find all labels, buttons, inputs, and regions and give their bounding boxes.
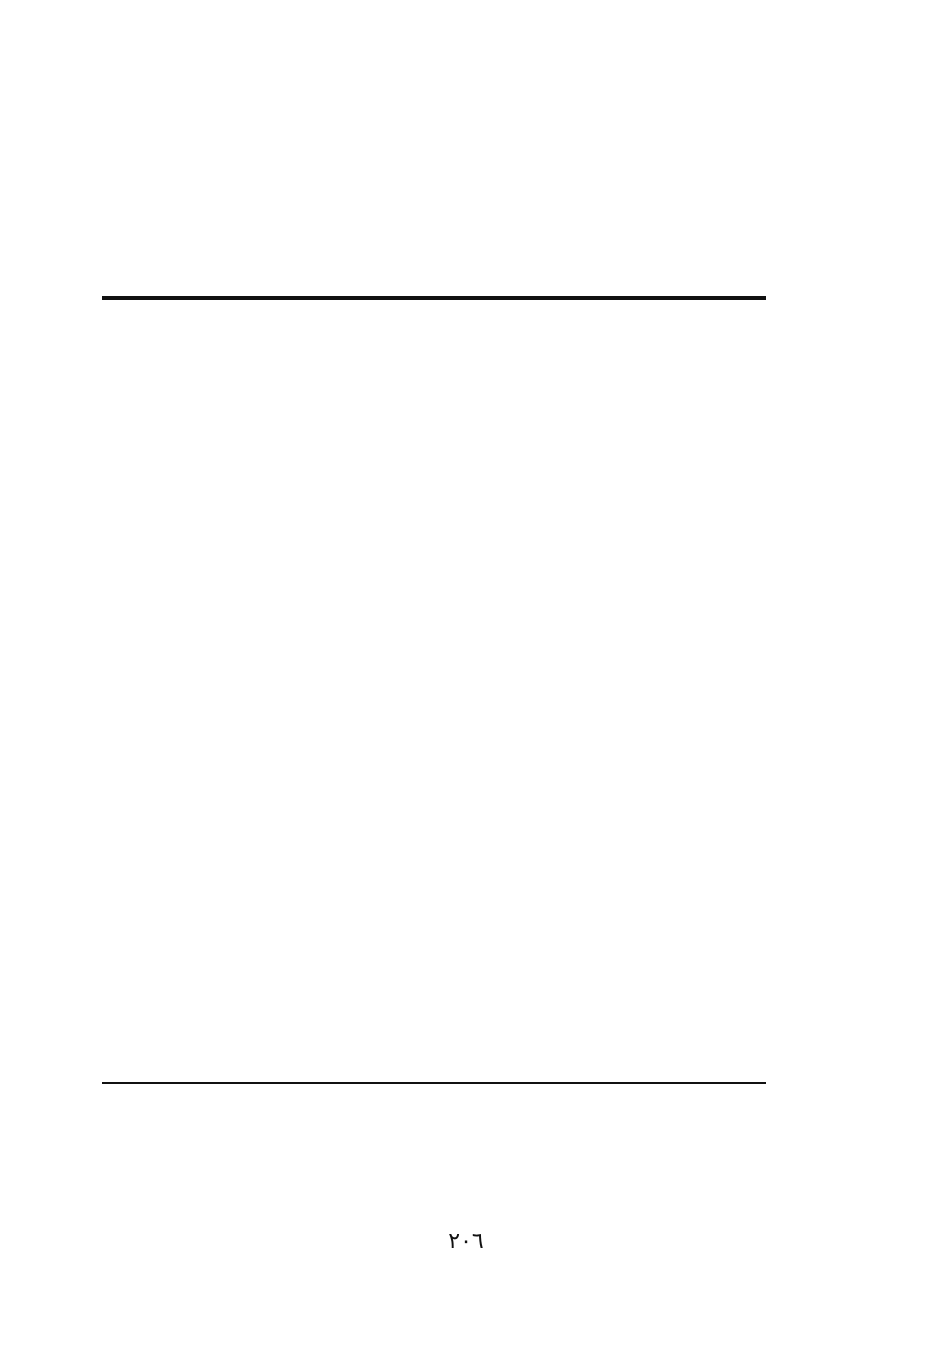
section-divider [102,296,766,300]
footnote-divider [102,1082,766,1084]
page-number: ٢٠٦ [448,1229,484,1254]
